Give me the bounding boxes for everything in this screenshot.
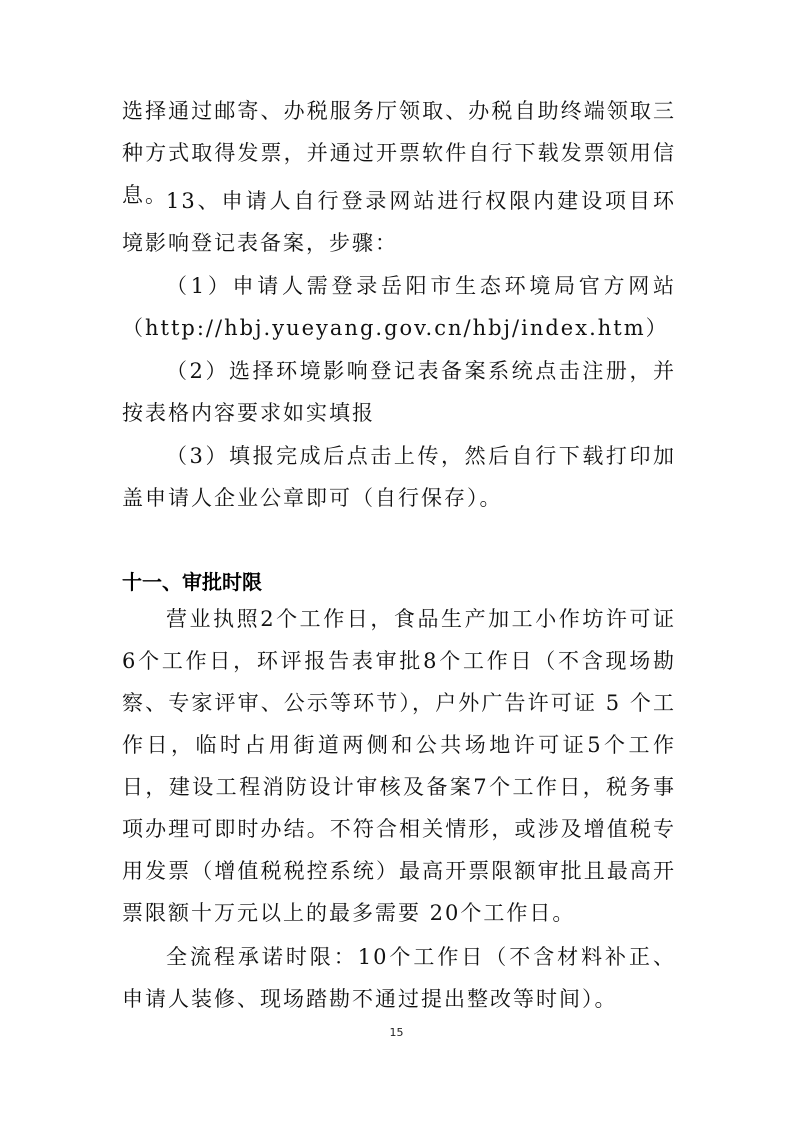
paragraph-step-13-1: （1）申请人需登录岳阳市生态环境局官方网站（http://hbj.yueyang.gov.cn/hbj/index.htm） [122,274,676,340]
paragraph-step-13: 13、申请人自行登录网站进行权限内建设项目环境影响登记表备案，步骤： [122,189,676,255]
page-number: 15 [389,1026,404,1039]
paragraph-step-13-3: （3）填报完成后点击上传，然后自行下载打印加盖申请人企业公章即可（自行保存）。 [122,444,676,510]
paragraph-step-13-2: （2）选择环境影响登记表备案系统点击注册，并按表格内容要求如实填报 [122,359,676,425]
paragraph-invoice-methods: 选择通过邮寄、办税服务厅领取、办税自助终端领取三种方式取得发票，并通过开票软件自行下载发票领用信息。 [122,99,676,207]
section-heading-approval-time-limit: 十一、审批时限 [122,570,262,594]
paragraph-full-process: 全流程承诺时限：10个工作日（不含材料补正、申请人装修、现场踏勘不通过提出整改等时间）。 [122,945,676,1011]
paragraph-time-limits: 营业执照2个工作日，食品生产加工小作坊许可证6个工作日，环评报告表审批8个工作日（不含现场勘察、专家评审、公示等环节），户外广告许可证 5 个工作日，临时占用街道两侧和公共场地许可证5个工作日，建设工程消防设计审核及备案7个工作日，税务事项办理可即时办结。不符合相关情形，或涉及增值税专用发票（增值税税控系统）最高开票限额审批且最高开票限额十万元以上的最多需要 20个工作日。 [122,607,676,925]
